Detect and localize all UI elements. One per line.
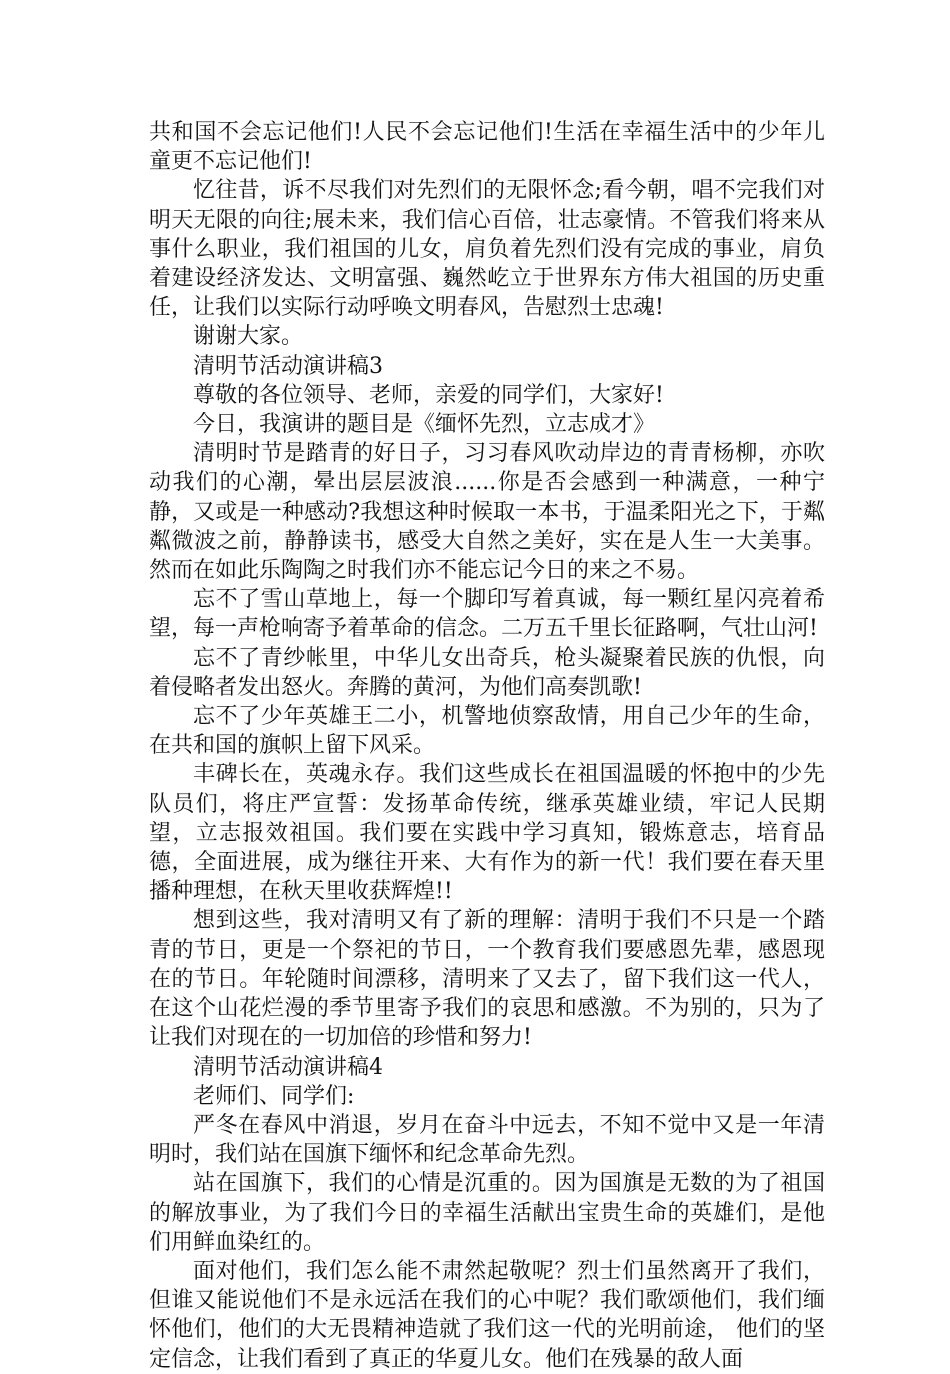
paragraph: 共和国不会忘记他们!人民不会忘记他们!生活在幸福生活中的少年儿童更不忘记他们!	[149, 120, 825, 175]
paragraph: 忘不了少年英雄王二小，机警地侦察敌情，用自己少年的生命，在共和国的旗帜上留下风采。	[149, 704, 825, 759]
paragraph: 站在国旗下，我们的心情是沉重的。因为国旗是无数的为了祖国的解放事业，为了我们今日的幸福生活献出宝贵生命的英雄们，是他们用鲜血染红的。	[149, 1171, 825, 1255]
paragraph: 忆往昔，诉不尽我们对先烈们的无限怀念;看今朝，唱不完我们对明天无限的向往;展未来，我们信心百倍，壮志豪情。不管我们将来从事什么职业，我们祖国的儿女，肩负着先烈们没有完成的事业，肩负着建设经济发达、文明富强、巍然屹立于世界东方伟大祖国的历史重任，让我们以实际行动呼唤文明春风，告慰烈士忠魂!	[149, 178, 825, 321]
paragraph: 谢谢大家。	[193, 324, 304, 350]
paragraph: 尊敬的各位领导、老师，亲爱的同学们，大家好!	[193, 382, 664, 408]
section-heading: 清明节活动演讲稿4	[193, 1054, 383, 1080]
section-heading: 清明节活动演讲稿3	[193, 353, 383, 379]
document-body	[149, 118, 825, 1374]
paragraph: 清明时节是踏青的好日子，习习春风吹动岸边的青青杨柳，亦吹动我们的心潮，晕出层层波浪......你是否会感到一种满意，一种宁静，又或是一种感动?我想这种时候取一本书，于温柔阳光之下，于粼粼微波之前，静静读书，感受大自然之美好，实在是人生一大美事。然而在如此乐陶陶之时我们亦不能忘记今日的来之不易。	[149, 441, 825, 584]
paragraph: 老师们、同学们:	[193, 1083, 355, 1109]
paragraph: 今日，我演讲的题目是《缅怀先烈，立志成才》	[193, 412, 656, 438]
paragraph: 丰碑长在，英魂永存。我们这些成长在祖国温暖的怀抱中的少先队员们，将庄严宣誓：发扬革命传统，继承英雄业绩，牢记人民期望，立志报效祖国。我们要在实践中学习真知，锻炼意志，培育品德，全面进展，成为继往开来、大有作为的新一代！我们要在春天里播种理想，在秋天里收获辉煌!!	[149, 762, 825, 905]
paragraph: 想到这些，我对清明又有了新的理解：清明于我们不只是一个踏青的节日，更是一个祭祀的节日，一个教育我们要感恩先辈，感恩现在的节日。年轮随时间漂移，清明来了又去了，留下我们这一代人，在这个山花烂漫的季节里寄予我们的哀思和感激。不为别的，只为了让我们对现在的一切加倍的珍惜和努力!	[149, 908, 825, 1051]
paragraph: 面对他们，我们怎么能不肃然起敬呢？烈士们虽然离开了我们，但谁又能说他们不是永远活在我们的心中呢？我们歌颂他们，我们缅怀他们，他们的大无畏精神造就了我们这一代的光明前途， 他们的坚定信念，让我们看到了真正的华夏儿女。他们在残暴的敌人面	[149, 1258, 825, 1372]
paragraph: 忘不了雪山草地上，每一个脚印写着真诚，每一颗红星闪亮着希望，每一声枪响寄予着革命的信念。二万五千里长征路啊，气壮山河!	[149, 587, 825, 642]
paragraph: 忘不了青纱帐里，中华儿女出奇兵，枪头凝聚着民族的仇恨，向着侵略者发出怒火。奔腾的黄河，为他们高奏凯歌!	[149, 645, 825, 700]
paragraph: 严冬在春风中消退，岁月在奋斗中远去，不知不觉中又是一年清明时，我们站在国旗下缅怀和纪念革命先烈。	[149, 1112, 825, 1168]
